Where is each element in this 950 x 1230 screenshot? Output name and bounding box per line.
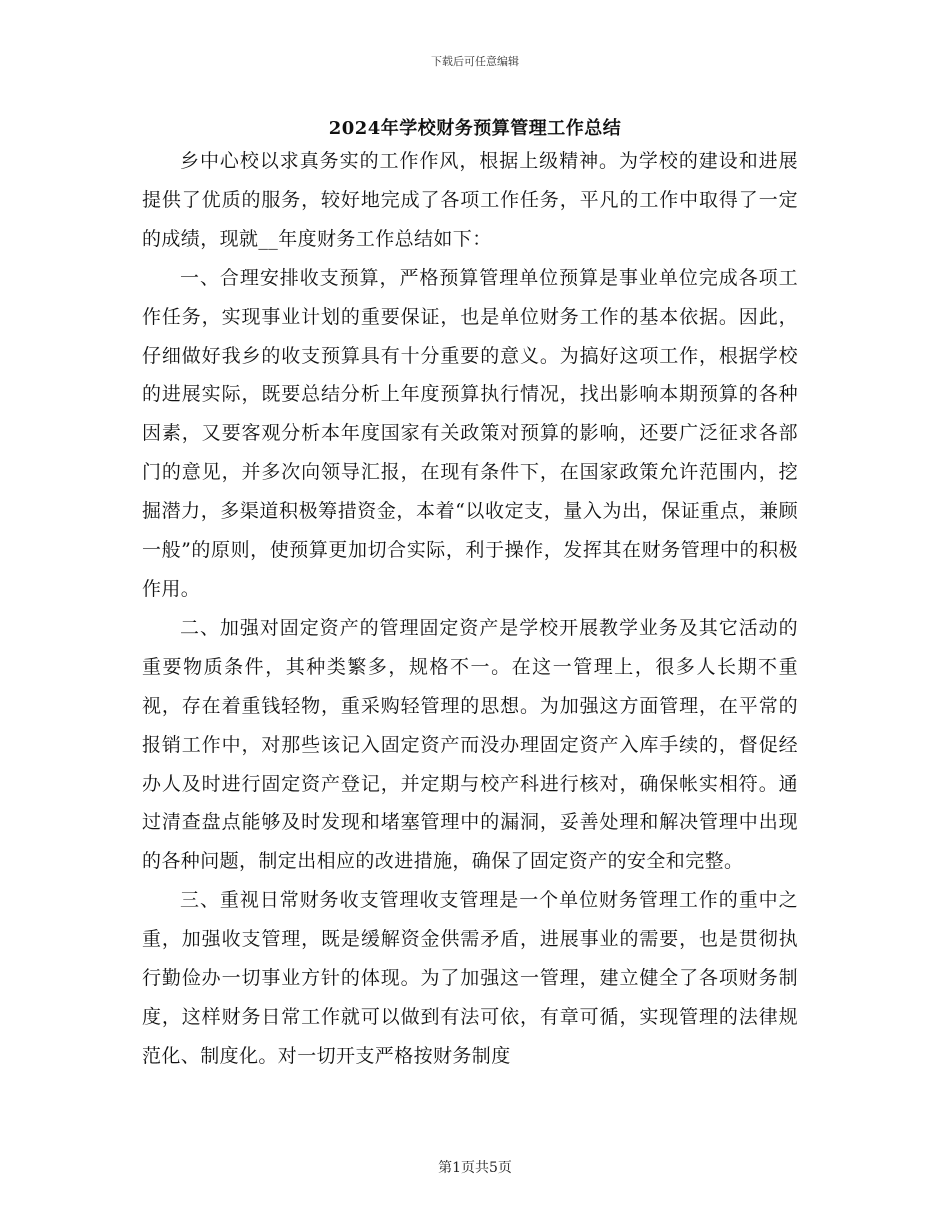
- document-body: [142, 142, 798, 1076]
- paragraph-fixed-assets: 二、加强对固定资产的管理固定资产是学校开展教学业务及其它活动的重要物质条件，其种类繁多，规格不一。在这一管理上，很多人长期不重视，存在着重钱轻物，重采购轻管理的思想。为加强这方面管理，在平常的报销工作中，对那些该记入固定资产而没办理固定资产入库手续的，督促经办人及时进行固定资产登记，并定期与校产科进行核对，确保帐实相符。通过清查盘点能够及时发现和堵塞管理中的漏洞，妥善处理和解决管理中出现的各种问题，制定出相应的改进措施，确保了固定资产的安全和完整。: [142, 616, 798, 873]
- page-number: 第1页共5页: [438, 1160, 512, 1176]
- paragraph-budget: 一、合理安排收支预算，严格预算管理单位预算是事业单位完成各项工作任务，实现事业计划的重要保证，也是单位财务工作的基本依据。因此，仔细做好我乡的收支预算具有十分重要的意义。为搞好这项工作，根据学校的进展实际，既要总结分析上年度预算执行情况，找出影响本期预算的各种因素，又要客观分析本年度国家有关政策对预算的影响，还要广泛征求各部门的意见，并多次向领导汇报，在现有条件下，在国家政策允许范围内，挖掘潜力，多渠道积极筹措资金，本着“以收定支，量入为出，保证重点，兼顾一般”的原则，使预算更加切合实际，利于操作，发挥其在财务管理中的积极作用。: [142, 266, 798, 600]
- paragraph-daily-finance: 三、重视日常财务收支管理收支管理是一个单位财务管理工作的重中之重，加强收支管理，既是缓解资金供需矛盾，进展事业的需要，也是贯彻执行勤俭办一切事业方针的体现。为了加强这一管理，建立健全了各项财务制度，这样财务日常工作就可以做到有法可依，有章可循，实现管理的法律规范化、制度化。对一切开支严格按财务制度: [142, 889, 798, 1067]
- paragraph-intro: 乡中心校以求真务实的工作作风，根据上级精神。为学校的建设和进展提供了优质的服务，较好地完成了各项工作任务，平凡的工作中取得了一定的成绩，现就__年度财务工作总结如下：: [142, 150, 798, 250]
- header-note: 下载后可任意编辑: [431, 55, 519, 68]
- document-title: 2024年学校财务预算管理工作总结: [328, 118, 622, 139]
